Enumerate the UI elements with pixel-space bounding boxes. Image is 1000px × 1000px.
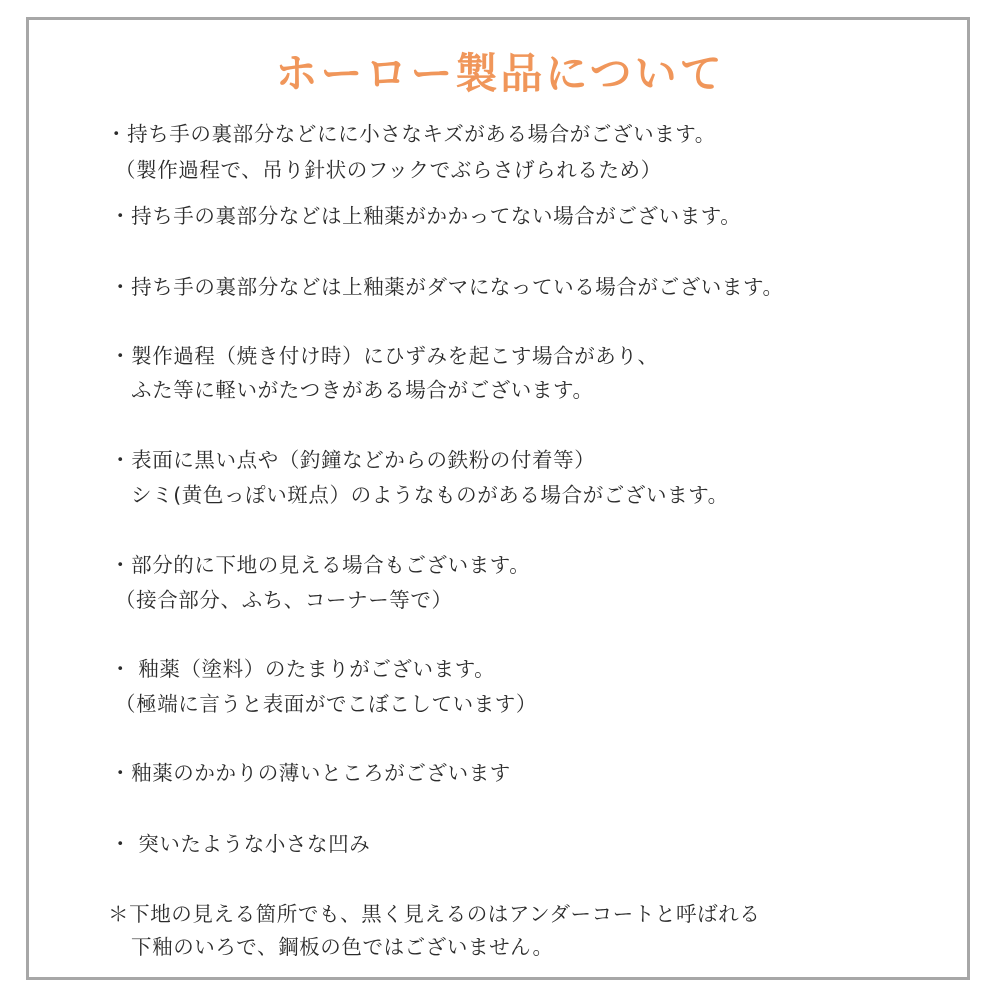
note-line-2: 下釉のいろで、鋼板の色ではございません。	[131, 935, 554, 959]
note-line-1: ＊下地の見える箇所でも、黒く見えるのはアンダーコートと呼ばれる	[108, 902, 761, 926]
page-title: ホーロー製品について	[275, 49, 725, 98]
item-7-line-1: ・ 釉薬（塗料）のたまりがございます。	[110, 657, 496, 681]
item-9-line-1: ・ 突いたような小さな凹み	[110, 832, 371, 856]
item-3-line-1: ・持ち手の裏部分などは上釉薬がダマになっている場合がございます。	[110, 275, 784, 299]
item-1-line-1: ・持ち手の裏部分などにに小さなキズがある場合がございます。	[106, 122, 716, 146]
item-6-line-1: ・部分的に下地の見える場合もございます。	[110, 553, 531, 577]
item-2-line-1: ・持ち手の裏部分などは上釉薬がかかってない場合がございます。	[110, 204, 742, 228]
item-5-line-2: シミ(黄色っぽい斑点）のようなものがある場合がございます。	[131, 483, 729, 507]
item-6-line-2: （接合部分、ふち、コーナー等で）	[115, 588, 453, 612]
item-4-line-2: ふた等に軽いがたつきがある場合がございます。	[131, 378, 594, 402]
item-4-line-1: ・製作過程（焼き付け時）にひずみを起こす場合があり、	[110, 344, 659, 368]
item-8-line-1: ・釉薬のかかりの薄いところがございます	[110, 761, 511, 785]
item-5-line-1: ・表面に黒い点や（釣鐘などからの鉄粉の付着等）	[110, 448, 596, 472]
item-7-line-2: （極端に言うと表面がでこぼこしています）	[115, 692, 537, 716]
item-1-line-2: （製作過程で、吊り針状のフックでぶらさげられるため）	[115, 158, 662, 182]
